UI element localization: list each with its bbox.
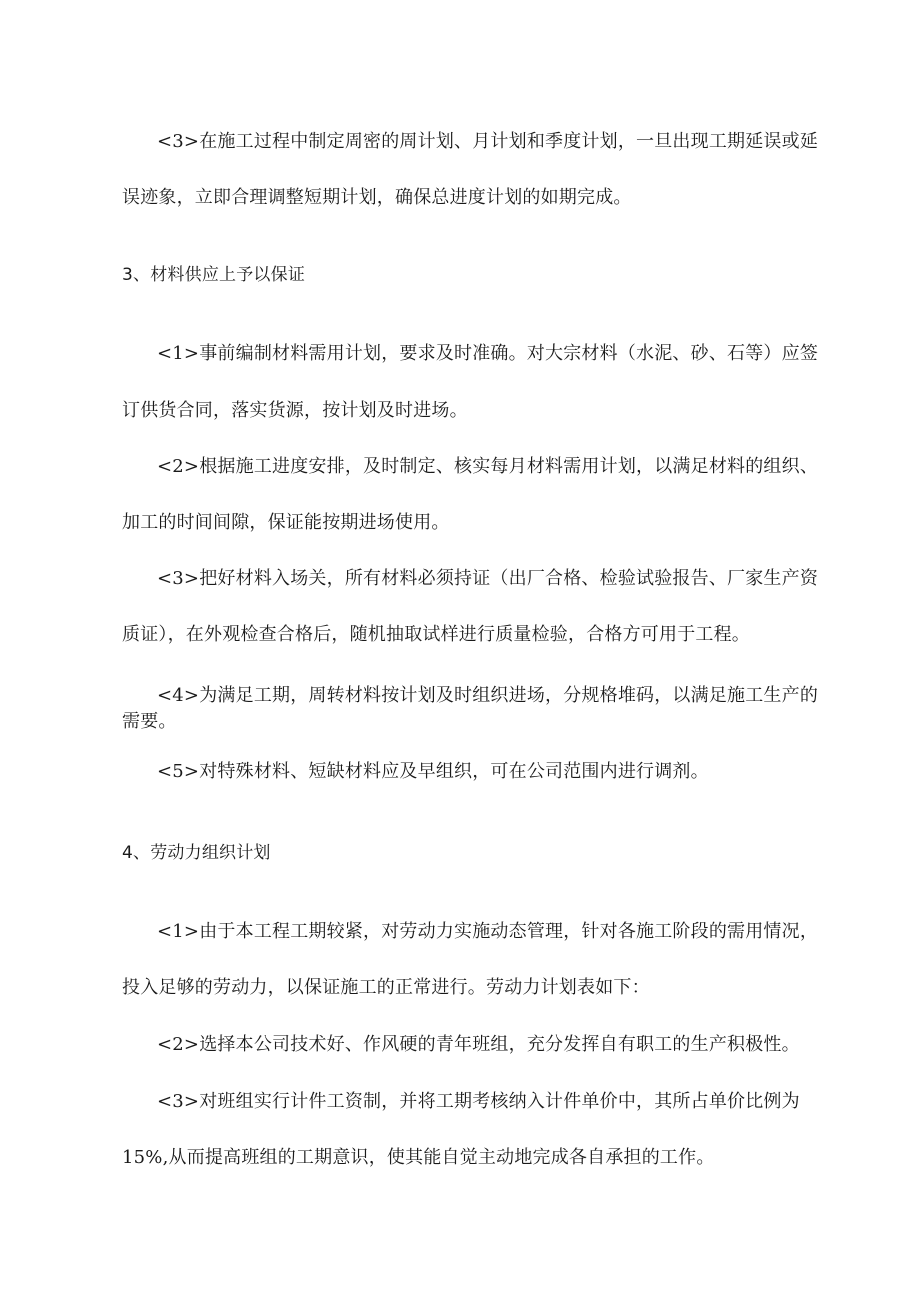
paragraph-line: <2>选择本公司技术好、作风硬的青年班组，充分发挥自有职工的生产积极性。 [157,1034,800,1055]
paragraph-line: <5>对特殊材料、短缺材料应及早组织，可在公司范围内进行调剂。 [157,761,709,782]
paragraph-line: <4>为满足工期，周转材料按计划及时组织进场，分规格堆码，以满足施工生产的 [157,685,819,706]
paragraph-line: <3>在施工过程中制定周密的周计划、月计划和季度计划，一旦出现工期延误或延 [157,131,819,152]
paragraph-line: 质证），在外观检查合格后，随机抽取试样进行质量检验，合格方可用于工程。 [122,624,750,645]
paragraph-line: <2>根据施工进度安排，及时制定、核实每月材料需用计划，以满足材料的组织、 [157,456,819,477]
section-heading: 3、材料供应上予以保证 [122,265,306,285]
paragraph-line: <3>对班组实行计件工资制，并将工期考核纳入计件单价中，其所占单价比例为 [157,1091,800,1112]
paragraph-line: 误迹象，立即合理调整短期计划，确保总进度计划的如期完成。 [122,187,632,208]
paragraph-line: 需要。 [122,711,177,732]
paragraph-line: 投入足够的劳动力，以保证施工的正常进行。劳动力计划表如下： [122,977,650,998]
paragraph-line: <3>把好材料入场关，所有材料必须持证（出厂合格、检验试验报告、厂家生产资 [157,568,819,589]
section-heading: 4、劳动力组织计划 [122,843,271,863]
paragraph-line: 订供货合同，落实货源，按计划及时进场。 [122,400,468,421]
paragraph-line: 加工的时间间隙，保证能按期进场使用。 [122,512,450,533]
paragraph-line: <1>事前编制材料需用计划，要求及时准确。对大宗材料（水泥、砂、石等）应签 [157,343,819,364]
paragraph-line: <1>由于本工程工期较紧，对劳动力实施动态管理，针对各施工阶段的需用情况， [157,921,819,942]
paragraph-line: 15%,从而提高班组的工期意识，使其能自觉主动地完成各自承担的工作。 [122,1147,715,1168]
